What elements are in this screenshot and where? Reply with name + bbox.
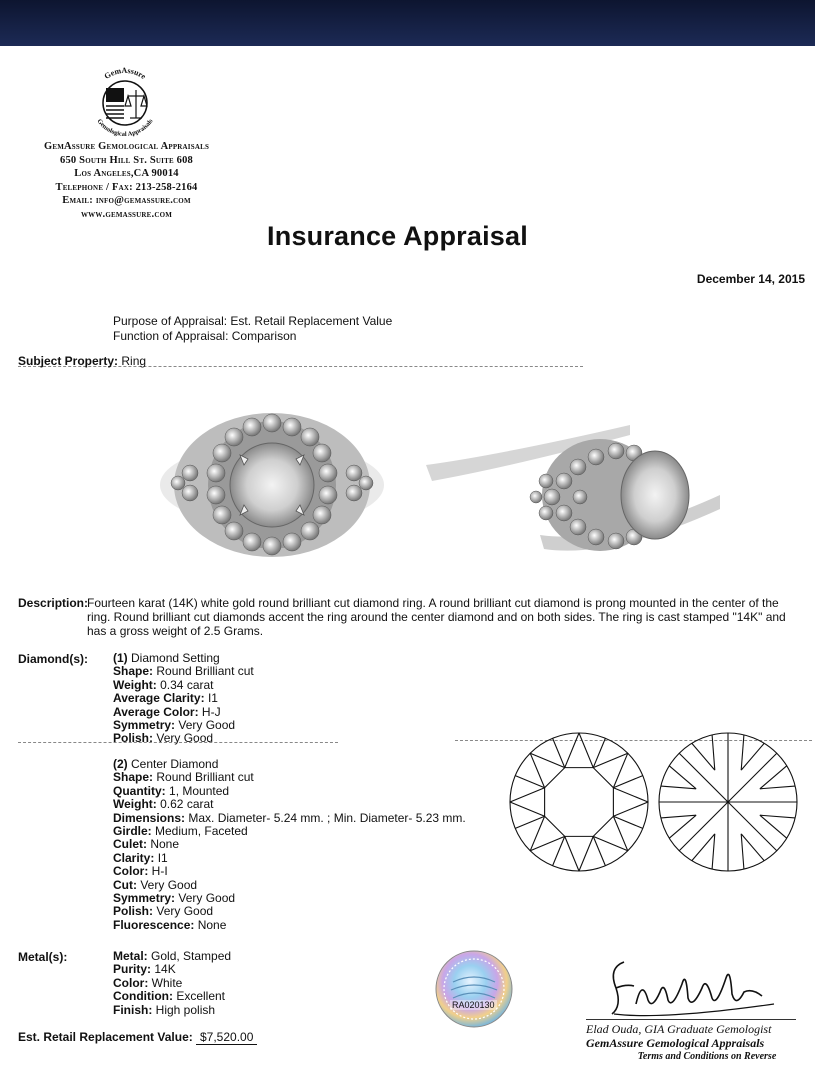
signature-block	[586, 1022, 796, 1064]
company-address-block	[0, 140, 253, 222]
spec-value: H-J	[201, 704, 221, 719]
spec-value: Very Good	[156, 731, 214, 746]
document-title: Insurance Appraisal	[267, 221, 528, 251]
spec-key: Polish:	[113, 904, 154, 919]
appraiser-name: Elad Ouda, GIA Graduate Gemologist	[586, 1022, 772, 1036]
spec-value: None	[150, 837, 180, 852]
purity-row	[113, 963, 231, 976]
spec-key: Cut:	[113, 877, 137, 892]
spec-key: Polish:	[113, 731, 154, 746]
setting2-fluorescence-row	[113, 919, 466, 932]
terms-note: Terms and Conditions on Reverse	[637, 1051, 777, 1062]
setting2-heading	[113, 758, 466, 771]
setting1-color-row	[113, 706, 254, 719]
setting2-title: Center Diamond	[131, 757, 219, 771]
spec-value: 0.34 carat	[160, 677, 214, 692]
spec-key: Average Clarity:	[113, 691, 205, 706]
company-address-line1: 650 South Hill St. Suite 608	[60, 154, 193, 166]
ring-photos	[160, 385, 720, 585]
setting2-weight-row	[113, 798, 466, 811]
ring-photo-front	[160, 413, 384, 557]
spec-value: White	[151, 975, 183, 990]
spec-value: H-I	[151, 864, 168, 879]
company-email: Email: info@gemassure.com	[62, 195, 191, 207]
setting2-polish-row	[113, 905, 466, 918]
diamond-diagrams	[508, 730, 800, 875]
setting2-color-row	[113, 865, 466, 878]
description-label: Description:	[18, 596, 89, 610]
setting1-polish-row	[113, 732, 254, 745]
spec-key: Symmetry:	[113, 891, 176, 906]
subject-property	[18, 354, 146, 368]
finish-row	[113, 1004, 231, 1017]
spec-key: Girdle:	[113, 824, 152, 839]
spec-key: Average Color:	[113, 704, 199, 719]
company-name: GemAssure Gemological Appraisals	[43, 141, 210, 152]
seal-number: RA020130	[452, 1000, 495, 1010]
spec-key: Purity:	[113, 962, 152, 977]
appraisal-date: December 14, 2015	[696, 272, 805, 286]
spec-key: Weight:	[113, 797, 157, 812]
spec-key: Metal:	[113, 949, 148, 963]
setting1-shape-row	[113, 665, 254, 678]
setting2-dimensions-row	[113, 812, 466, 825]
spec-value: Very Good	[140, 877, 198, 892]
spec-value: Max. Diameter- 5.24 mm. ; Min. Diameter- 5.23 mm.	[188, 810, 466, 825]
divider	[18, 742, 338, 743]
function-line: Function of Appraisal: Comparison	[113, 329, 297, 343]
company-phone: Telephone / Fax: 213-258-2164	[55, 181, 198, 193]
spec-value: Round Brilliant cut	[156, 664, 254, 679]
spec-key: Finish:	[113, 1002, 153, 1017]
pavilion-diagram	[659, 733, 797, 871]
spec-key: Quantity:	[113, 783, 166, 798]
spec-key: Condition:	[113, 989, 173, 1004]
spec-key: Color:	[113, 975, 149, 990]
subject-value: Ring	[121, 354, 147, 368]
spec-value: I1	[207, 691, 218, 706]
description-text: Fourteen karat (14K) white gold round brilliant cut diamond ring. A round brilliant cut diamond is prong mounted in the center of the ring. Round brilliant cut diamonds accent the ring around the center diamond and on both sides. The ring is cast stamped "14K" and has a gross weight of 2.5 Grams.	[87, 596, 786, 638]
setting2-girdle-row	[113, 825, 466, 838]
crown-diagram	[510, 733, 648, 871]
spec-value: I1	[157, 850, 168, 865]
spec-key: Shape:	[113, 770, 154, 785]
spec-value: None	[197, 917, 227, 932]
appraiser-company: GemAssure Gemological Appraisals	[586, 1036, 765, 1050]
center-diamond-block	[113, 758, 466, 932]
purpose-line: Purpose of Appraisal: Est. Retail Replacement Value	[113, 314, 393, 328]
spec-value: Very Good	[156, 904, 214, 919]
subject-label: Subject Property:	[18, 354, 119, 368]
diamond-setting-block	[113, 652, 254, 746]
gemassure-logo	[84, 62, 166, 144]
spec-key: Shape:	[113, 664, 154, 679]
setting1-weight-row	[113, 679, 254, 692]
setting2-number: (2)	[113, 757, 128, 771]
spec-key: Weight:	[113, 677, 157, 692]
company-website: www.gemassure.com	[80, 208, 173, 220]
spec-key: Color:	[113, 864, 149, 879]
metals-label: Metal(s):	[18, 950, 68, 964]
spec-value: Very Good	[178, 891, 236, 906]
handwritten-signature	[602, 948, 780, 1022]
setting1-number: (1)	[113, 651, 128, 665]
spec-value: Excellent	[176, 989, 226, 1004]
spec-value: 0.62 carat	[160, 797, 214, 812]
setting1-title: Diamond Setting	[131, 651, 220, 665]
spec-key: Dimensions:	[113, 810, 186, 825]
setting2-symmetry-row	[113, 892, 466, 905]
header-bar	[0, 0, 815, 46]
spec-value: Medium, Faceted	[155, 824, 248, 839]
spec-value: High polish	[155, 1002, 216, 1017]
setting1-clarity-row	[113, 692, 254, 705]
metal-block	[113, 950, 231, 1017]
setting2-culet-row	[113, 838, 466, 851]
svg-text:GemAssure	[103, 66, 148, 81]
spec-value: Gold, Stamped	[151, 949, 232, 963]
spec-key: Clarity:	[113, 850, 155, 865]
spec-value: Very Good	[178, 718, 236, 733]
signature-line	[586, 1019, 796, 1020]
metal-row	[113, 950, 231, 963]
setting1-symmetry-row	[113, 719, 254, 732]
setting2-shape-row	[113, 771, 466, 784]
spec-value: 14K	[154, 962, 176, 977]
spec-key: Culet:	[113, 837, 147, 852]
setting2-quantity-row	[113, 785, 466, 798]
spec-key: Fluorescence:	[113, 917, 195, 932]
spec-value: Round Brilliant cut	[156, 770, 254, 785]
condition-row	[113, 990, 231, 1003]
ring-photo-side	[426, 425, 720, 551]
hologram-seal	[433, 948, 515, 1030]
setting2-clarity-row	[113, 852, 466, 865]
logo-arc-top: GemAssure	[102, 65, 148, 82]
setting1-heading	[113, 652, 254, 665]
logo-arc-bottom: Gemological Appraisals	[95, 117, 155, 139]
value-amount: $7,520.00	[196, 1030, 257, 1045]
setting2-cut-row	[113, 879, 466, 892]
spec-value: 1, Mounted	[169, 783, 230, 798]
metal-color-row	[113, 977, 231, 990]
spec-key: Symmetry:	[113, 718, 176, 733]
company-address-line2: Los Angeles,CA 90014	[74, 168, 179, 180]
purpose-block	[113, 314, 392, 344]
value-label: Est. Retail Replacement Value:	[18, 1030, 193, 1044]
diamonds-label: Diamond(s):	[18, 652, 88, 666]
